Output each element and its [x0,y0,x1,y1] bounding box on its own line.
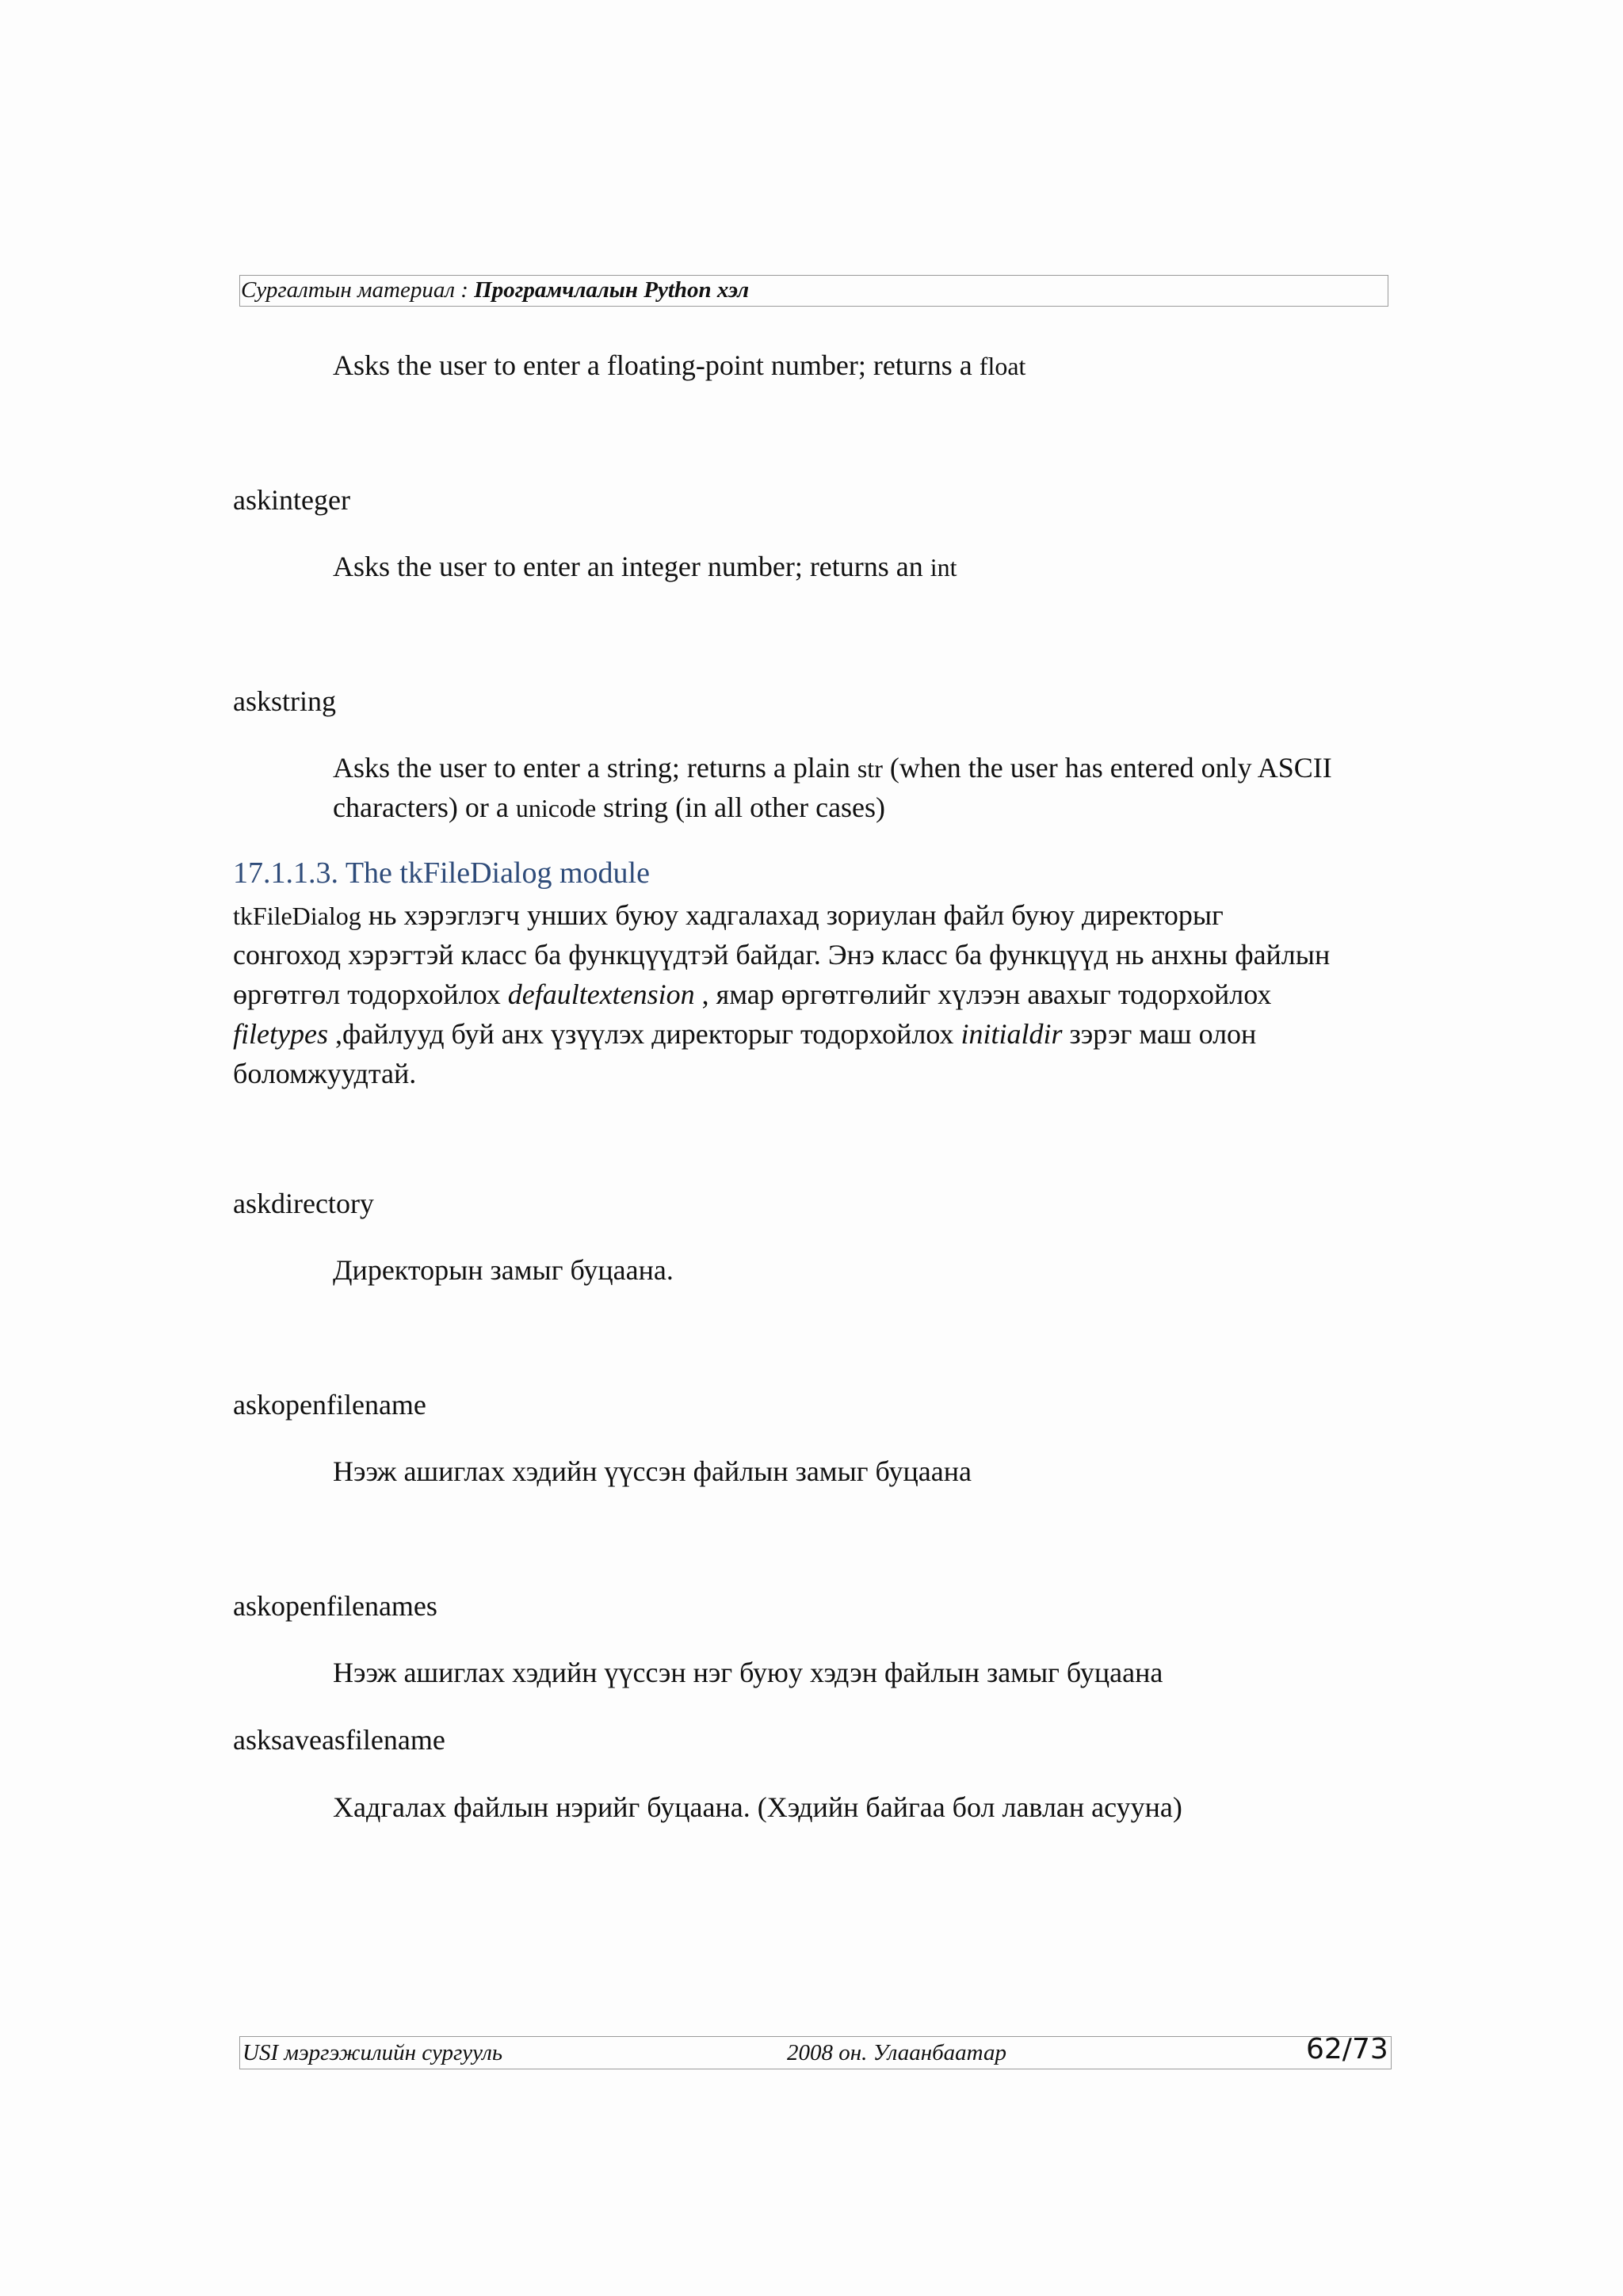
section-paragraph-line3 [233,978,1271,1011]
section-paragraph-line4 [233,1017,1256,1051]
askstring-code-str: str [857,754,883,783]
askstring-description-line2 [333,791,885,824]
askstring-desc-text: characters) or a [333,791,516,823]
option-defaultextension: defaultextension [507,978,695,1010]
askfloat-return-type: float [979,352,1026,380]
footer-date-location: 2008 он. Улаанбаатар [787,2040,1006,2065]
term-askdirectory: askdirectory [233,1188,374,1219]
paragraph-text: , ямар өргөтгөлийг хүлээн авахыг тодорхойлох [694,978,1272,1010]
option-initialdir: initialdir [960,1018,1063,1050]
askfloat-desc-text: Asks the user to enter a floating-point number; returns a [333,349,980,381]
section-paragraph-line2: сонгоход хэрэгтэй класс ба функцүүдтэй байдаг. Энэ класс ба функцүүд нь анхны файлын [233,939,1331,971]
term-askinteger: askinteger [233,484,350,516]
asksaveasfilename-description: Хадгалах файлын нэрийг буцаана. (Хэдийн байгаа бол лавлан асууна) [333,1791,1182,1823]
askinteger-desc-text: Asks the user to enter an integer number; returns an [333,551,930,582]
page-header [241,277,749,303]
section-paragraph-line1 [233,898,1224,932]
askstring-desc-text: string (in all other cases) [596,791,886,823]
paragraph-text: нь хэрэглэгч унших буюу хадгалахад зориулан файл буюу директорыг [361,899,1224,931]
paragraph-text: зэрэг маш олон [1062,1018,1257,1050]
paragraph-text: өргөтгөл тодорхойлох [233,978,508,1010]
page-number: 62/73 [1306,2033,1388,2065]
askinteger-description [333,550,957,583]
askopenfilename-description: Нээж ашиглах хэдийн үүссэн файлын замыг буцаана [333,1455,972,1487]
askstring-code-unicode: unicode [515,794,597,822]
askstring-desc-text: Asks the user to enter a string; returns a plain [333,752,857,784]
header-title: Програмчлалын Python хэл [474,277,750,303]
askstring-desc-text: (when the user has entered only ASCII [882,752,1332,784]
askinteger-return-type: int [930,553,957,582]
header-prefix: Сургалтын материал : [241,277,475,303]
footer-school: USI мэргэжилийн сургууль [242,2040,503,2065]
askdirectory-description: Директорын замыг буцаана. [333,1254,674,1286]
option-filetypes: filetypes [233,1018,328,1050]
askfloat-description [333,349,1025,382]
askopenfilenames-description: Нээж ашиглах хэдийн үүссэн нэг буюу хэдэн файлын замыг буцаана [333,1657,1163,1688]
paragraph-text: ,файлууд буй анх үзүүлэх директорыг тодорхойлох [327,1018,961,1050]
term-asksaveasfilename: asksaveasfilename [233,1724,445,1756]
term-askopenfilenames: askopenfilenames [233,1590,437,1622]
section-heading: 17.1.1.3. The tkFileDialog module [233,856,650,890]
term-askopenfilename: askopenfilename [233,1389,426,1421]
askstring-description-line1 [333,751,1332,784]
module-name-code: tkFileDialog [233,902,361,930]
section-paragraph-line5: боломжуудтай. [233,1058,417,1089]
term-askstring: askstring [233,685,336,717]
